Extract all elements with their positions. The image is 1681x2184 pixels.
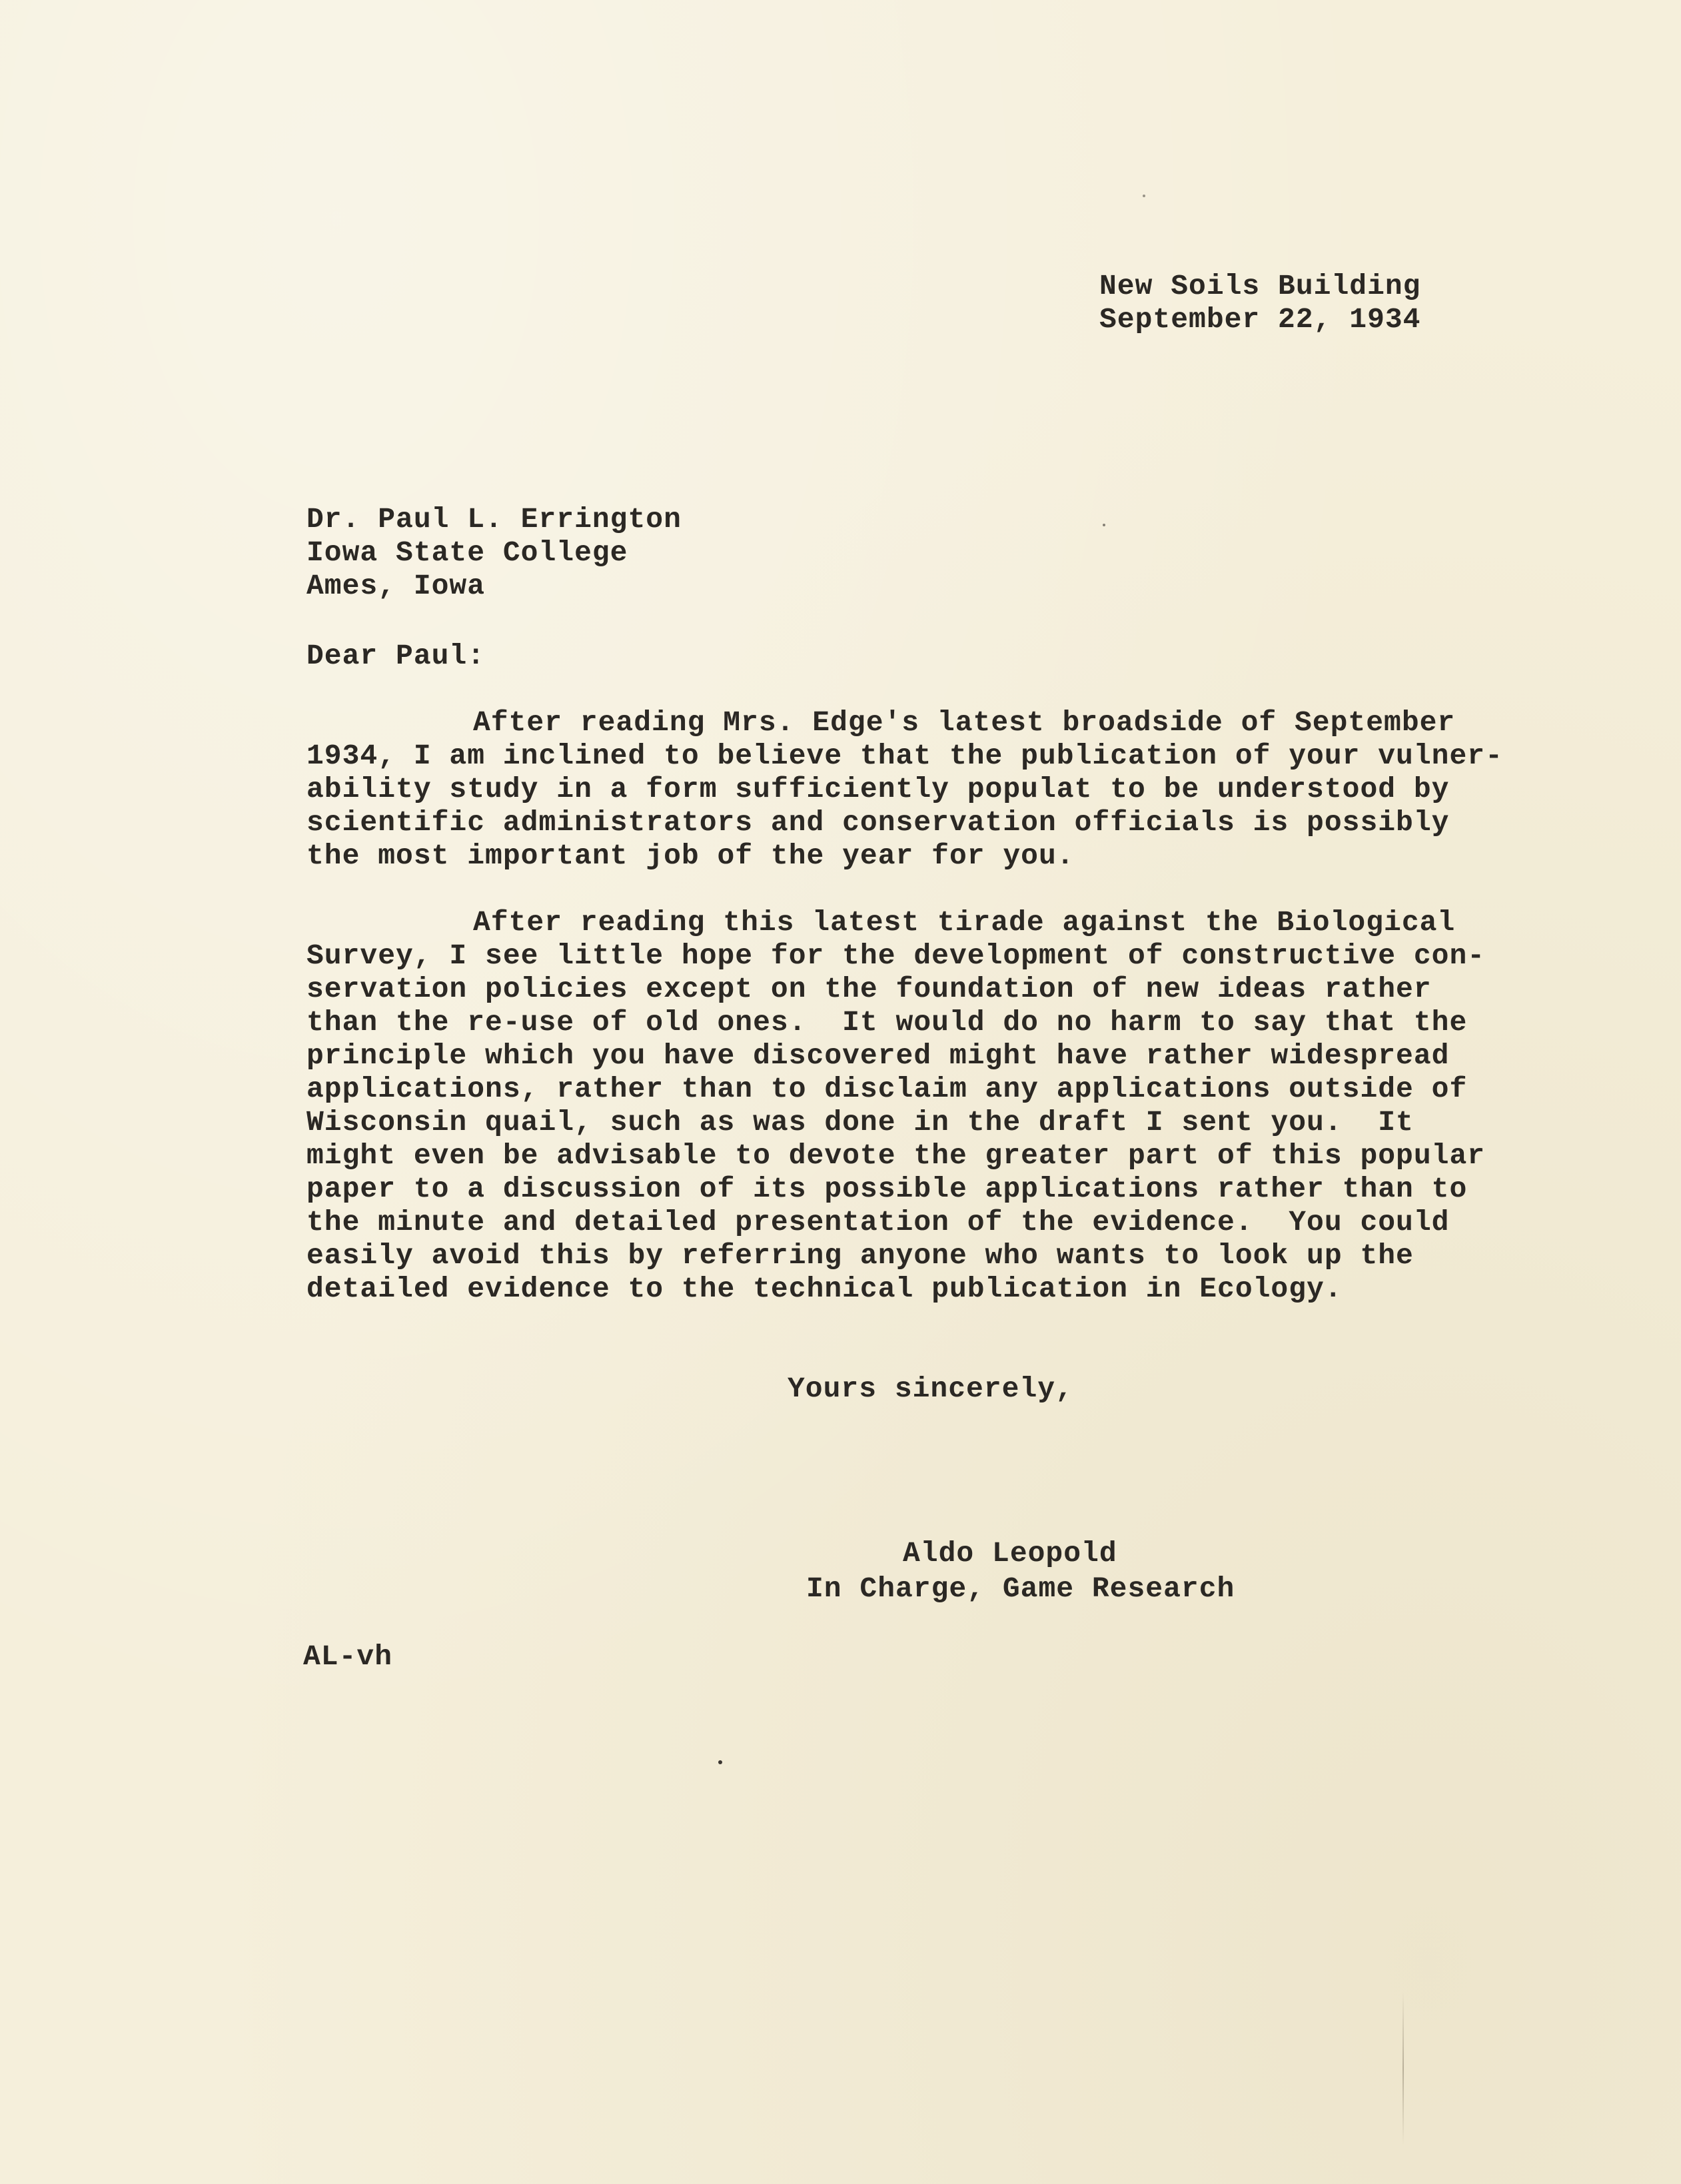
paper-crease — [1402, 1992, 1404, 2145]
closing: Yours sincerely, — [788, 1372, 1073, 1405]
paragraph-1-line: ability study in a form sufficiently populat to be understood by — [306, 773, 1450, 806]
paragraph-2-line: detailed evidence to the technical publication in Ecology. — [306, 1273, 1343, 1305]
paragraph-2-line: paper to a discussion of its possible applications rather than to — [306, 1173, 1468, 1205]
paragraph-2-line: Wisconsin quail, such as was done in the draft I sent you. It — [306, 1106, 1414, 1139]
paragraph-2-line: servation policies except on the foundation of new ideas rather — [306, 973, 1432, 1005]
paragraph-2-line: Survey, I see little hope for the development of constructive con- — [306, 939, 1486, 972]
paragraph-2-line: applications, rather than to disclaim any applications outside of — [306, 1073, 1468, 1105]
paragraph-1-line: After reading Mrs. Edge's latest broadside of September — [473, 706, 1456, 739]
recipient-name: Dr. Paul L. Errington — [306, 503, 682, 536]
paragraph-1-line: the most important job of the year for you. — [306, 839, 1075, 872]
paragraph-2-line: After reading this latest tirade against the Biological — [473, 906, 1456, 939]
letter-date: September 22, 1934 — [1099, 303, 1421, 336]
typist-initials: AL-vh — [303, 1640, 393, 1673]
paragraph-1-line: 1934, I am inclined to believe that the publication of your vulner- — [306, 740, 1503, 772]
paragraph-2-line: the minute and detailed presentation of the evidence. You could — [306, 1206, 1450, 1239]
recipient-institution: Iowa State College — [306, 536, 628, 569]
paragraph-2-line: principle which you have discovered might have rather widespread — [306, 1039, 1450, 1072]
signature-title: In Charge, Game Research — [806, 1572, 1235, 1605]
recipient-city: Ames, Iowa — [306, 570, 486, 602]
paper-speck — [1143, 195, 1145, 197]
paragraph-2-line: easily avoid this by referring anyone who wants to look up the — [306, 1239, 1414, 1272]
signature-name: Aldo Leopold — [903, 1537, 1117, 1570]
paragraph-1-line: scientific administrators and conservation officials is possibly — [306, 806, 1450, 839]
letterhead-location: New Soils Building — [1099, 270, 1421, 302]
paper-speck — [1103, 524, 1105, 526]
paragraph-2-line: than the re-use of old ones. It would do no harm to say that the — [306, 1006, 1468, 1039]
salutation: Dear Paul: — [306, 640, 486, 672]
paragraph-2-line: might even be advisable to devote the greater part of this popular — [306, 1139, 1486, 1172]
paper-speck — [718, 1760, 722, 1764]
